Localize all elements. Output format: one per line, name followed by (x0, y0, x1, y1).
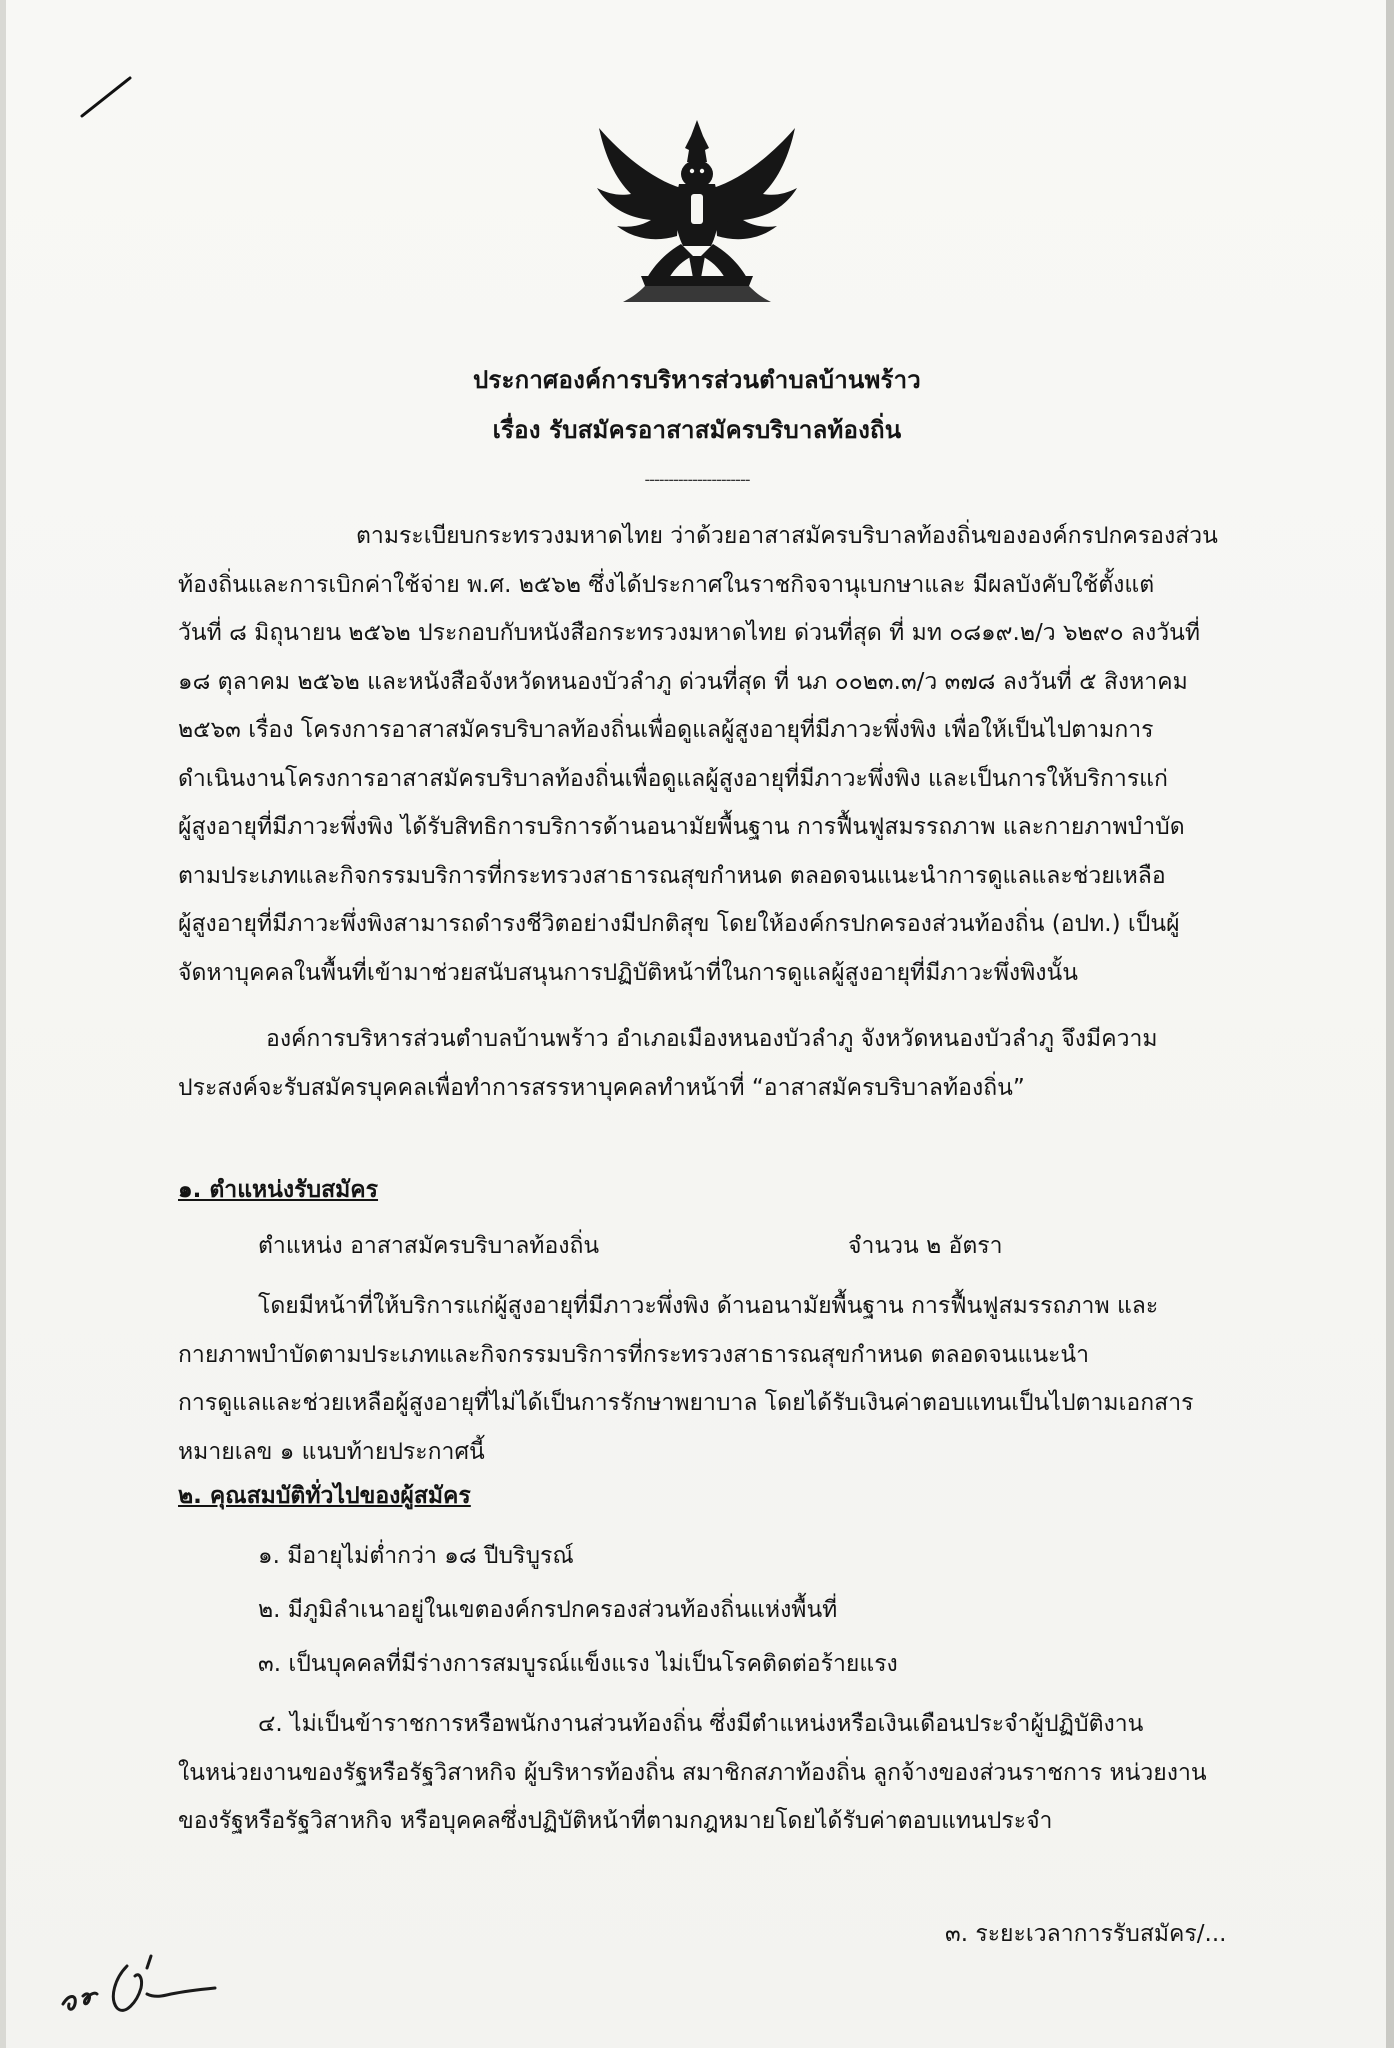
paragraph-line: หมายเลข ๑ แนบท้ายประกาศนี้ (178, 1438, 485, 1465)
paragraph-line: ท้องถิ่นและการเบิกค่าใช้จ่าย พ.ศ. ๒๕๖๒ ซึ่งได้ประกาศในราชกิจจานุเบกษาและ มีผลบังคับใช้ตั้งแต่ (178, 571, 1155, 598)
paragraph-line: วันที่ ๘ มิถุนายน ๒๕๖๒ ประกอบกับหนังสือกระทรวงมหาดไทย ด่วนที่สุด ที่ มท ๐๘๑๙.๒/ว ๖๒๙๐ ลงวันที่ (178, 620, 1201, 646)
paragraph-line: กายภาพบำบัดตามประเภทและกิจกรรมบริการที่กระทรวงสาธารณสุขกำหนด ตลอดจนแนะนำ (178, 1341, 1090, 1368)
position-count: จำนวน ๒ อัตรา (848, 1233, 1003, 1259)
paragraph-line: ของรัฐหรือรัฐวิสาหกิจ หรือบุคคลซึ่งปฏิบัติหน้าที่ตามกฎหมายโดยได้รับค่าตอบแทนประจำ (178, 1808, 1053, 1834)
paragraph-intent (178, 1015, 1238, 1112)
paragraph-line: ตามประเภทและกิจกรรมบริการที่กระทรวงสาธารณสุขกำหนด ตลอดจนแนะนำการดูแลและช่วยเหลือ (178, 862, 1166, 889)
paragraph-line: ดำเนินงานโครงการอาสาสมัครบริบาลท้องถิ่นเพื่อดูแลผู้สูงอายุที่มีภาวะพึ่งพิง และเป็นการให้บริการแก่ (178, 765, 1168, 792)
page-edge-left (0, 0, 6, 2048)
next-page-marker: ๓. ระยะเวลาการรับสมัคร/... (945, 1921, 1227, 1947)
paragraph-line: โดยมีหน้าที่ให้บริการแก่ผู้สูงอายุที่มีภาวะพึ่งพิง ด้านอนามัยพื้นฐาน การฟื้นฟูสมรรถภาพ และ (258, 1293, 1159, 1319)
qualification-item: ๒. มีภูมิลำเนาอยู่ในเขตองค์กรปกครองส่วนท้องถิ่นแห่งพื้นที่ (258, 1597, 838, 1623)
paragraph-duties (178, 1282, 1238, 1476)
paragraph-line: จัดหาบุคคลในพื้นที่เข้ามาช่วยสนับสนุนการปฏิบัติหน้าที่ในการดูแลผู้สูงอายุที่มีภาวะพึ่งพิงนั้น (178, 959, 1078, 986)
paragraph-line: ประสงค์จะรับสมัครบุคคลเพื่อทำการสรรหาบุคคลทำหน้าที่ “อาสาสมัครบริบาลท้องถิ่น” (178, 1074, 1025, 1101)
document-subject: เรื่อง รับสมัครอาสาสมัครบริบาลท้องถิ่น (492, 416, 902, 444)
paragraph-line: ผู้สูงอายุที่มีภาวะพึ่งพิง ได้รับสิทธิการบริการด้านอนามัยพื้นฐาน การฟื้นฟูสมรรถภาพ และกายภาพบำบัด (178, 814, 1185, 840)
garuda-emblem-icon (585, 118, 809, 306)
paragraph-line: ในหน่วยงานของรัฐหรือรัฐวิสาหกิจ ผู้บริหารท้องถิ่น สมาชิกสภาท้องถิ่น ลูกจ้างของส่วนราชการ หน่วยงาน (178, 1759, 1207, 1786)
position-label: ตำแหน่ง อาสาสมัครบริบาลท้องถิ่น (258, 1233, 600, 1259)
paragraph-regulation (178, 512, 1238, 997)
paragraph-line: ๑๘ ตุลาคม ๒๕๖๒ และหนังสือจังหวัดหนองบัวลำภู ด่วนที่สุด ที่ นภ ๐๐๒๓.๓/ว ๓๗๘ ลงวันที่ ๕ สิงหาคม (178, 668, 1188, 695)
section-heading-qualifications: ๒. คุณสมบัติทั่วไปของผู้สมัคร (178, 1483, 471, 1509)
paragraph-line: ตามระเบียบกระทรวงมหาดไทย ว่าด้วยอาสาสมัครบริบาลท้องถิ่นขององค์กรปกครองส่วน (356, 523, 1218, 549)
handwritten-initials-icon (55, 1948, 225, 2028)
title-separator: ---------------------- (644, 470, 750, 489)
page-edge-right (1386, 0, 1394, 2048)
qualification-item: ๑. มีอายุไม่ต่ำกว่า ๑๘ ปีบริบูรณ์ (258, 1543, 574, 1569)
qualification-item: ๓. เป็นบุคคลที่มีร่างการสมบูรณ์แข็งแรง ไม่เป็นโรคติดต่อร้ายแรง (258, 1651, 898, 1677)
paragraph-line: ๒๕๖๓ เรื่อง โครงการอาสาสมัครบริบาลท้องถิ่นเพื่อดูแลผู้สูงอายุที่มีภาวะพึ่งพิง เพื่อให้เป็นไปตามการ (178, 717, 1154, 743)
paragraph-line: การดูแลและช่วยเหลือผู้สูงอายุที่ไม่ได้เป็นการรักษาพยาบาล โดยได้รับเงินค่าตอบแทนเป็นไปตามเอกสาร (178, 1390, 1194, 1416)
paragraph-line: ผู้สูงอายุที่มีภาวะพึ่งพิงสามารถดำรงชีวิตอย่างมีปกติสุข โดยให้องค์กรปกครองส่วนท้องถิ่น (อปท.) เป็นผู้ (178, 911, 1180, 937)
pen-mark-icon (78, 72, 138, 122)
document-title: ประกาศองค์การบริหารส่วนตำบลบ้านพร้าว (473, 366, 921, 394)
paragraph-line: ๔. ไม่เป็นข้าราชการหรือพนักงานส่วนท้องถิ่น ซึ่งมีตำแหน่งหรือเงินเดือนประจำผู้ปฏิบัติงาน (258, 1711, 1144, 1737)
qualification-item-4 (178, 1700, 1238, 1846)
paragraph-line: องค์การบริหารส่วนตำบลบ้านพร้าว อำเภอเมืองหนองบัวลำภู จังหวัดหนองบัวลำภู จึงมีความ (266, 1026, 1158, 1052)
section-heading-position: ๑. ตำแหน่งรับสมัคร (178, 1177, 379, 1203)
